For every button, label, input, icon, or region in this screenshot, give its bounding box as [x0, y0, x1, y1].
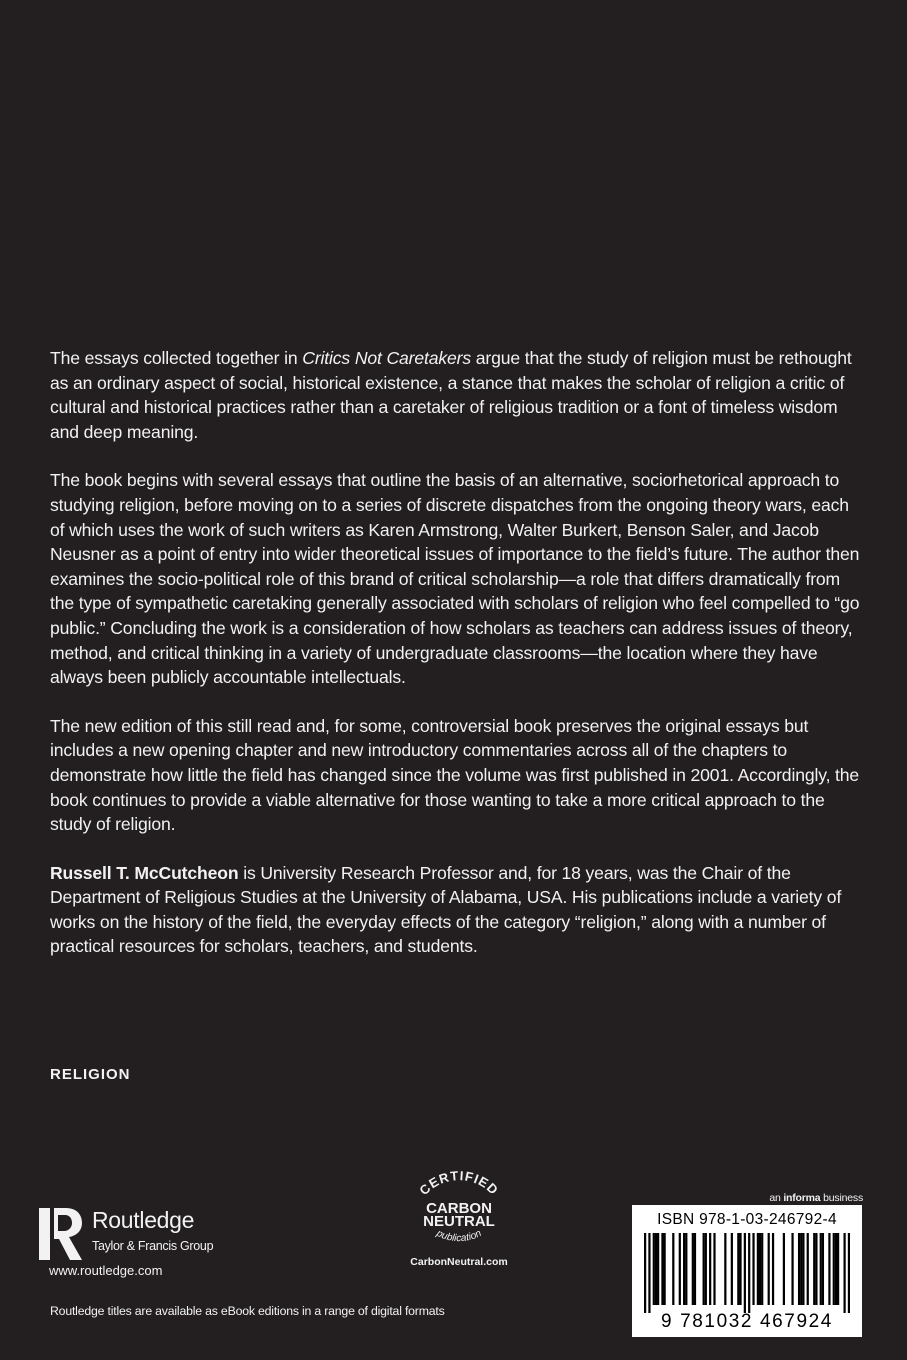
publisher-logo	[36, 1206, 296, 1286]
barcode-bar	[685, 1233, 687, 1305]
barcode-bar	[783, 1233, 785, 1305]
barcode-bar	[813, 1233, 815, 1305]
svg-text:CERTIFIED	[416, 1168, 501, 1198]
blurb-paragraph-1: The essays collected together in Critics Not Caretakers argue that the study of religion must be rethought as an ordinary aspect of social, historical existence, a stance that makes the scholar of religion a critic of cultural and historical practices rather than a caretaker of religious tradition or a font of timeless wisdom and deep meaning.	[50, 348, 852, 442]
barcode-bar	[692, 1233, 694, 1305]
barcode-bar	[768, 1233, 770, 1305]
informa-tagline: an informa business	[769, 1192, 863, 1204]
barcode-bar	[843, 1233, 845, 1313]
barcode-bar	[791, 1233, 793, 1305]
barcode-bar	[683, 1233, 685, 1305]
barcode-bar	[737, 1233, 739, 1305]
barcode-bar	[739, 1233, 741, 1305]
barcode-digits: 9 781032 467924	[661, 1311, 833, 1332]
routledge-r-icon	[36, 1206, 86, 1262]
barcode-bar	[837, 1233, 839, 1305]
barcode-bar	[828, 1233, 830, 1305]
barcode-bar	[644, 1233, 646, 1313]
barcode-bar	[759, 1233, 761, 1305]
barcode-bar	[798, 1233, 800, 1305]
barcode-bar	[694, 1233, 696, 1305]
barcode-bar	[752, 1233, 754, 1305]
author-bio: Russell T. McCutcheon is University Research Professor and, for 18 years, was the Chair of the Department of Religious Studies at the University of Alabama, USA. His publications include a variety of works on the history of the field, the everyday effects of the category “religion,” along with a number of practical resources for scholars, teachers, and students.	[50, 862, 842, 957]
publisher-group: Taylor & Francis Group	[92, 1239, 214, 1253]
barcode-bar	[679, 1233, 681, 1305]
carbon-neutral-seal-icon	[396, 1166, 522, 1256]
informa-brand: informa	[783, 1192, 821, 1204]
ebook-note: Routledge titles are available as eBook editions in a range of digital formats	[50, 1304, 445, 1318]
publisher-name: Routledge	[92, 1207, 195, 1233]
barcode-bar	[761, 1233, 763, 1305]
barcode-bar	[664, 1233, 666, 1305]
barcode-bar	[772, 1233, 774, 1305]
publisher-url: www.routledge.com	[49, 1263, 163, 1278]
isbn-label: ISBN 978-1-03-246792-4	[657, 1211, 837, 1228]
barcode-bar	[820, 1233, 822, 1305]
barcode-bar	[731, 1233, 733, 1305]
ean13-barcode-icon	[644, 1233, 850, 1313]
barcode-bar	[800, 1233, 802, 1305]
barcode-bar	[661, 1233, 663, 1305]
barcode-bar	[653, 1233, 655, 1305]
seal-line-1: CARBON	[426, 1200, 492, 1217]
barcode-bar	[648, 1233, 650, 1313]
blurb-paragraph-2: The book begins with several essays that outline the basis of an alternative, sociorhetorical approach to studying religion, before moving on to a series of discrete dispatches from the ongoing theory wars, each of which uses the work of such writers as Karen Armstrong, Walter Burkert, Benson Saler, and Jacob Neusner as a point of entry into wider theoretical issues of importance to the field’s future. The author then examines the socio-political role of this brand of critical scholarship—a role that differs dramatically from the type of sympathetic caretaking generally associated with scholars of religion who feel compelled to “go public.” Concluding the work is a consideration of how scholars as teachers can address issues of theory, method, and critical thinking in a variety of undergraduate classrooms—the location where they have always been publicly accountable intellectuals.	[50, 470, 860, 688]
barcode-bar	[748, 1233, 750, 1313]
barcode-bar	[835, 1233, 837, 1305]
barcode-bar	[703, 1233, 705, 1305]
barcode-bar	[757, 1233, 759, 1305]
seal-top-text: CERTIFIED	[416, 1168, 502, 1198]
carbon-neutral-seal	[396, 1166, 522, 1278]
barcode-bar	[657, 1233, 659, 1305]
isbn-barcode-box	[632, 1205, 862, 1337]
seal-line-2: NEUTRAL	[423, 1213, 495, 1230]
barcode-bar	[705, 1233, 707, 1305]
barcode-bar	[655, 1233, 657, 1305]
seal-bottom-text: publication	[434, 1227, 484, 1245]
barcode-bar	[724, 1233, 726, 1305]
barcode-bar	[672, 1233, 674, 1305]
subject-category: RELIGION	[50, 1066, 131, 1083]
barcode-bar	[807, 1233, 809, 1305]
barcode-bar	[744, 1233, 746, 1313]
svg-text:publication	[434, 1228, 484, 1245]
barcode-bar	[833, 1233, 835, 1305]
barcode-bar	[802, 1233, 804, 1305]
barcode-bar	[709, 1233, 711, 1305]
carbon-neutral-url: CarbonNeutral.com	[410, 1256, 508, 1268]
barcode-bar	[822, 1233, 824, 1305]
barcode-bar	[815, 1233, 817, 1305]
barcode-bar	[848, 1233, 850, 1313]
back-cover-blurb	[50, 346, 862, 983]
barcode-bar	[713, 1233, 715, 1305]
blurb-paragraph-3: The new edition of this still read and, for some, controversial book preserves the original essays but includes a new opening chapter and new introductory commentaries across all of the chapters to demonstrate how little the field has changed since the volume was first published in 2001. Accordingly, the book continues to provide a viable alternative for those wanting to take a more critical approach to the study of religion.	[50, 715, 860, 835]
author-name: Russell T. McCutcheon	[50, 862, 239, 883]
book-title-italic: Critics Not Caretakers	[302, 348, 472, 368]
